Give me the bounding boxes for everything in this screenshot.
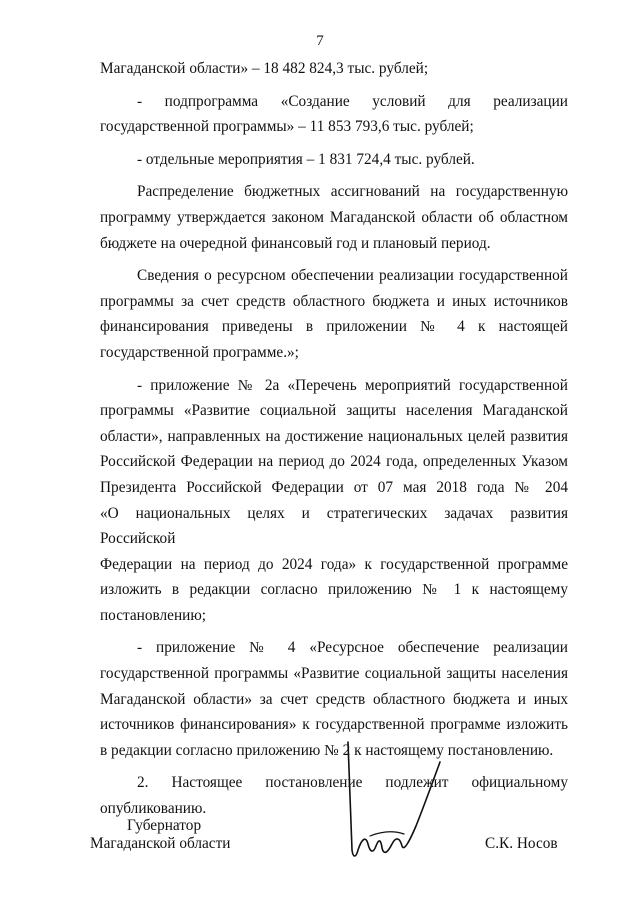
text-line: Сведения о ресурсном обеспечении реализации государственной	[137, 267, 568, 285]
text-line: программы «Развитие социальной защиты населения Магаданской	[100, 402, 568, 420]
text-line: Распределение бюджетных ассигнований на государственную	[137, 183, 568, 201]
text-line: Федерации на период до 2024 года» к государственной программе	[100, 555, 568, 573]
text-line: 2. Настоящее постановление подлежит официальному	[137, 774, 568, 792]
text-line: государственной программы» – 11 853 793,6 тыс. рублей;	[100, 118, 474, 136]
text-line: государственной программы «Развитие социальной защиты населения	[100, 665, 568, 683]
text-line: изложить в редакции согласно приложению № 1 к настоящему	[100, 581, 568, 599]
text-line: финансирования приведены в приложении № 4 к настоящей	[100, 318, 568, 336]
text-line: - приложение № 2а «Перечень мероприятий государственной	[137, 376, 568, 394]
text-line: Президента Российской Федерации от 07 мая 2018 года № 204	[100, 478, 568, 496]
text-line: постановлению;	[100, 606, 206, 624]
text-line: программы за счет средств областного бюджета и иных источников	[100, 292, 568, 310]
text-line: области», направленных на достижение национальных целей развития	[100, 427, 568, 445]
text-line: - приложение № 4 «Ресурсное обеспечение реализации	[137, 639, 568, 657]
text-line: в редакции согласно приложению № 2 к настоящему постановлению.	[100, 741, 554, 759]
text-line: - отдельные мероприятия – 1 831 724,4 тыс. рублей.	[137, 150, 475, 168]
signer-name: С.К. Носов	[485, 835, 558, 852]
text-line: - подпрограмма «Создание условий для реализации	[137, 92, 568, 110]
text-line: Российской Федерации на период до 2024 года, определенных Указом	[100, 453, 568, 471]
text-line: бюджете на очередной финансовый год и плановый период.	[100, 234, 491, 252]
text-line: программу утверждается законом Магаданской области об областном	[100, 208, 568, 226]
text-line: «О национальных целях и стратегических задачах развития Российской	[100, 504, 568, 548]
text-line: Магаданской области» – 18 482 824,3 тыс. рублей;	[100, 60, 429, 77]
handwritten-signature	[340, 740, 450, 865]
text-line: государственной программе.»;	[100, 343, 299, 361]
text-line: опубликованию.	[100, 800, 207, 818]
page-number: 7	[316, 33, 324, 49]
signer-title: Губернатор	[127, 817, 202, 834]
signer-region: Магаданской области	[90, 835, 231, 852]
text-line: Магаданской области» за счет средств областного бюджета и иных	[100, 690, 568, 708]
text-line: источников финансирования» к государственной программе изложить	[100, 716, 568, 734]
